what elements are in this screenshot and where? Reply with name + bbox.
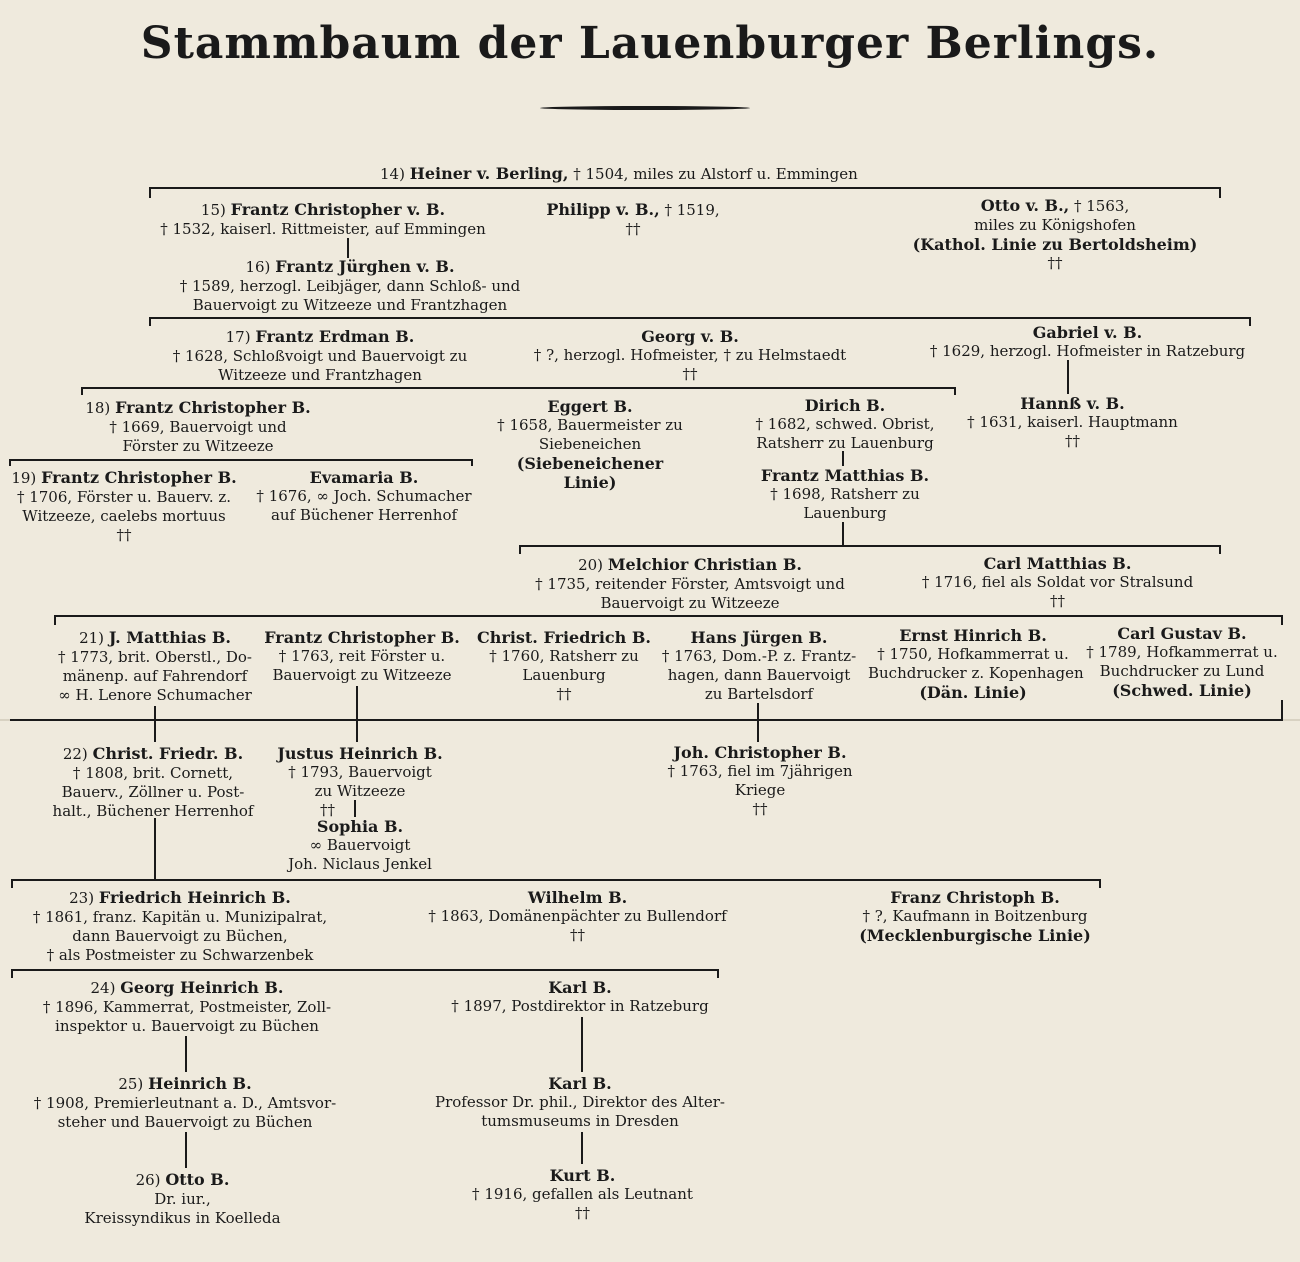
person-info: † 1897, Postdirektor in Ratzeburg [451,997,709,1015]
branch-label: (Siebeneichener [516,454,664,473]
extinct-mark: †† [575,1204,590,1222]
person-info: Bauervoigt zu Witzeeze [600,594,780,612]
person-info: † 1861, franz. Kapitän u. Munizipalrat, [32,908,328,926]
person-info: † 1793, Bauervoigt [288,763,432,781]
extinct-mark: †† [570,926,585,944]
person-info: † 1658, Bauermeister zu [497,416,683,434]
person-info: † 1628, Schloßvoigt und Bauervoigt zu [172,347,468,365]
person-info: † 1519, [664,201,720,219]
person-info: † 1563, [1074,197,1130,215]
generation-number: 26) [135,1171,161,1189]
person-info: zu Witzeeze [314,782,406,800]
person-name: Frantz Christopher B. [264,628,460,647]
person-name: Hannß v. B. [1020,394,1125,413]
person-info: halt., Büchener Herrenhof [52,802,254,820]
person-info: † 1682, schwed. Obrist, [755,415,935,433]
branch-label: (Dän. Linie) [919,683,1027,702]
person-info: † 1896, Kammerrat, Postmeister, Zoll- [42,998,332,1016]
person-info: inspektor u. Bauervoigt zu Büchen [55,1017,319,1035]
person-heinrich-25 [10,1074,360,1132]
extinct-mark: †† [682,365,698,383]
person-info: Joh. Niclaus Jenkel [288,855,432,873]
person-name: Melchior Christian B. [607,555,802,574]
person-frantz-christopher-21 [262,628,462,685]
person-info: † 1763, reit Förster u. [278,647,446,665]
person-name: Joh. Christopher B. [673,743,847,762]
person-name: Frantz Matthias B. [760,466,930,485]
person-info: zu Bartelsdorf [704,685,814,703]
person-info: † 1863, Domänenpächter zu Bullendorf [428,907,727,925]
person-info: † 1750, Hofkammerrat u. [877,645,1069,663]
extinct-mark: †† [116,526,132,544]
person-christ-friedr [48,744,258,821]
person-info: dann Bauervoigt zu Büchen, [72,927,288,945]
person-info: † ?, Kaufmann in Boitzenburg [862,907,1088,925]
person-heiner [380,164,858,184]
person-name: Heinrich B. [148,1074,252,1093]
person-philipp [528,200,738,239]
person-justus-heinrich [270,744,450,820]
person-info: † 1808, brit. Cornett, [72,764,234,782]
person-name: Frantz Jürghen v. B. [275,257,455,276]
person-otto-15 [890,196,1220,273]
person-info: † 1763, fiel im 7jährigen [667,762,853,780]
person-info: steher und Bauervoigt zu Büchen [57,1113,313,1131]
generation-number: 16) [245,258,271,276]
person-info: miles zu Königshofen [974,216,1136,234]
generation-number: 14) [380,165,405,183]
person-melchior-christian [515,555,865,613]
branch-label: Linie) [563,473,617,492]
person-info: Buchdrucker z. Kopenhagen [868,664,1084,682]
person-name: Sophia B. [316,817,404,836]
generation-number: 22) [62,745,88,763]
bracket-gen19 [10,460,472,466]
person-info: † 1698, Ratsherr zu [770,485,920,503]
person-gabriel [915,323,1260,361]
person-name: Wilhelm B. [527,888,628,907]
generation-number: 25) [118,1075,144,1093]
person-info: Professor Dr. phil., Direktor des Alter- [434,1093,725,1111]
person-karl-24 [440,978,720,1016]
person-info: † 1760, Ratsherr zu [489,647,639,665]
bracket-gen24 [12,970,718,978]
person-name: Hans Jürgen B. [690,628,828,647]
person-hannss [955,394,1190,451]
person-info: hagen, dann Bauervoigt [667,666,851,684]
person-info: Bauervoigt zu Witzeeze und Frantzhagen [192,296,508,314]
person-name: Eggert B. [547,397,633,416]
person-info: † 1669, Bauervoigt und [109,418,287,436]
person-name: J. Matthias B. [108,628,231,647]
person-info: † 1908, Premierleutnant a. D., Amtsvor- [33,1094,337,1112]
person-name: Justus Heinrich B. [277,744,443,763]
person-kurt [455,1166,710,1223]
person-name: Heiner v. Berling, [409,164,569,183]
person-info: Kreissyndikus in Koelleda [84,1209,281,1227]
person-name: Franz Christoph B. [890,888,1060,907]
bracket-gen18 [82,388,955,395]
person-info: † 1789, Hofkammerrat u. [1086,643,1278,661]
person-name: Gabriel v. B. [1032,323,1143,342]
person-info: Lauenburg [803,504,887,522]
person-info: † 1735, reitender Förster, Amtsvoigt und [535,575,845,593]
person-name: Carl Matthias B. [983,554,1132,573]
person-name: Friedrich Heinrich B. [98,888,291,907]
person-info: Lauenburg [522,666,606,684]
person-name: Georg Heinrich B. [120,978,284,997]
person-frantz-erdman [150,327,490,385]
branch-label: (Mecklenburgische Linie) [859,926,1091,945]
person-ernst-hinrich [868,626,1084,702]
person-info: † 1716, fiel als Soldat vor Stralsund [921,573,1194,591]
person-info: Kriege [734,781,786,799]
person-sophia [270,817,450,874]
person-name: Frantz Christopher v. B. [230,200,446,219]
person-wilhelm [415,888,740,945]
person-name: Philipp v. B., [546,200,660,219]
person-karl-25 [415,1074,745,1131]
person-info: † als Postmeister zu Schwarzenbek [46,946,314,964]
person-info: Witzeeze und Frantzhagen [218,366,422,384]
person-otto-26 [70,1170,295,1228]
person-carl-gustav [1082,624,1282,700]
extinct-mark: †† [752,800,768,818]
person-info: † 1773, brit. Oberstl., Do- [57,648,252,666]
person-name: Christ. Friedr. B. [92,744,244,763]
person-friedrich-heinrich [10,888,350,965]
person-frantz-christopher-19 [4,468,244,545]
person-info: Bauervoigt zu Witzeeze [272,666,452,684]
person-name: Evamaria B. [309,468,419,487]
person-info: † 1706, Förster u. Bauerv. z. [16,488,232,506]
person-name: Kurt B. [549,1166,616,1185]
person-info: Witzeeze, caelebs mortuus [22,507,226,525]
person-info: Ratsherr zu Lauenburg [756,434,934,452]
person-name: Otto B. [165,1170,230,1189]
person-georg-17 [515,327,865,384]
person-frantz-juerghen [160,257,540,315]
person-joh-christopher [655,743,865,819]
extinct-mark: †† [556,685,572,703]
person-info: † ?, herzogl. Hofmeister, † zu Helmstaedt [533,346,847,364]
person-name: Frantz Christopher B. [41,468,237,487]
person-name: Carl Gustav B. [1117,624,1247,643]
person-franz-christoph [845,888,1105,945]
person-carl-matthias [895,554,1220,611]
person-info: Förster zu Witzeeze [122,437,274,455]
person-name: Frantz Erdman B. [255,327,415,346]
extinct-mark: †† [1047,254,1063,272]
extinct-mark: †† [625,220,641,238]
person-info: † 1532, kaiserl. Rittmeister, auf Emmingen [160,220,486,238]
person-evamaria [250,468,478,525]
person-christ-friedrich [470,628,658,704]
person-frantz-christopher-18 [78,398,318,456]
person-name: Christ. Friedrich B. [477,628,651,647]
generation-number: 19) [11,469,37,487]
branch-label: (Schwed. Linie) [1112,681,1252,700]
person-frantz-matthias [745,466,945,523]
person-name: Ernst Hinrich B. [899,626,1047,645]
generation-number: 18) [85,399,111,417]
person-name: Dirich B. [804,396,886,415]
extinct-mark: †† [1050,592,1065,610]
person-info: mänenp. auf Fahrendorf [62,667,248,685]
person-info: Siebeneichen [538,435,642,453]
person-info: † 1631, kaiserl. Hauptmann [967,413,1178,431]
person-info: Buchdrucker zu Lund [1099,662,1265,680]
generation-number: 20) [578,556,604,574]
generation-number: 15) [200,201,226,219]
person-name: Karl B. [548,1074,612,1093]
branch-label: (Kathol. Linie zu Bertoldsheim) [912,235,1198,254]
bracket-gen20 [520,546,1220,554]
person-info: † 1629, herzogl. Hofmeister in Ratzeburg [929,342,1246,360]
person-info: † 1916, gefallen als Leutnant [472,1185,693,1203]
person-georg-heinrich [22,978,352,1036]
person-info: tumsmuseums in Dresden [481,1112,679,1130]
person-eggert [485,397,695,492]
generation-number: 17) [225,328,251,346]
person-frantz-christopher-15 [148,200,498,239]
person-hans-juergen [656,628,862,704]
person-info: † 1589, herzogl. Leibjäger, dann Schloß- und [179,277,521,295]
person-info: ∞ Bauervoigt [309,836,411,854]
generation-number: 24) [90,979,116,997]
extinct-mark: †† [320,801,335,819]
extinct-mark: †† [1065,432,1080,450]
generation-number: 21) [79,629,105,647]
person-info: † 1676, ∞ Joch. Schumacher [256,487,472,505]
person-info: auf Büchener Herrenhof [270,506,458,524]
person-info: ∞ H. Lenore Schumacher [58,686,252,704]
person-name: Frantz Christopher B. [115,398,311,417]
person-name: Georg v. B. [641,327,739,346]
person-dirich [745,396,945,453]
person-info: Dr. iur., [154,1190,211,1208]
person-info: † 1763, Dom.-P. z. Frantz- [661,647,857,665]
person-info: Bauerv., Zöllner u. Post- [61,783,245,801]
bracket-gen23 [12,880,1100,888]
person-name: Otto v. B., [980,196,1070,215]
person-name: Karl B. [548,978,612,997]
page-title: Stammbaum der Lauenburger Berlings. [140,18,1160,69]
person-info: † 1504, miles zu Alstorf u. Emmingen [573,165,858,183]
person-j-matthias [50,628,260,705]
generation-number: 23) [69,889,95,907]
